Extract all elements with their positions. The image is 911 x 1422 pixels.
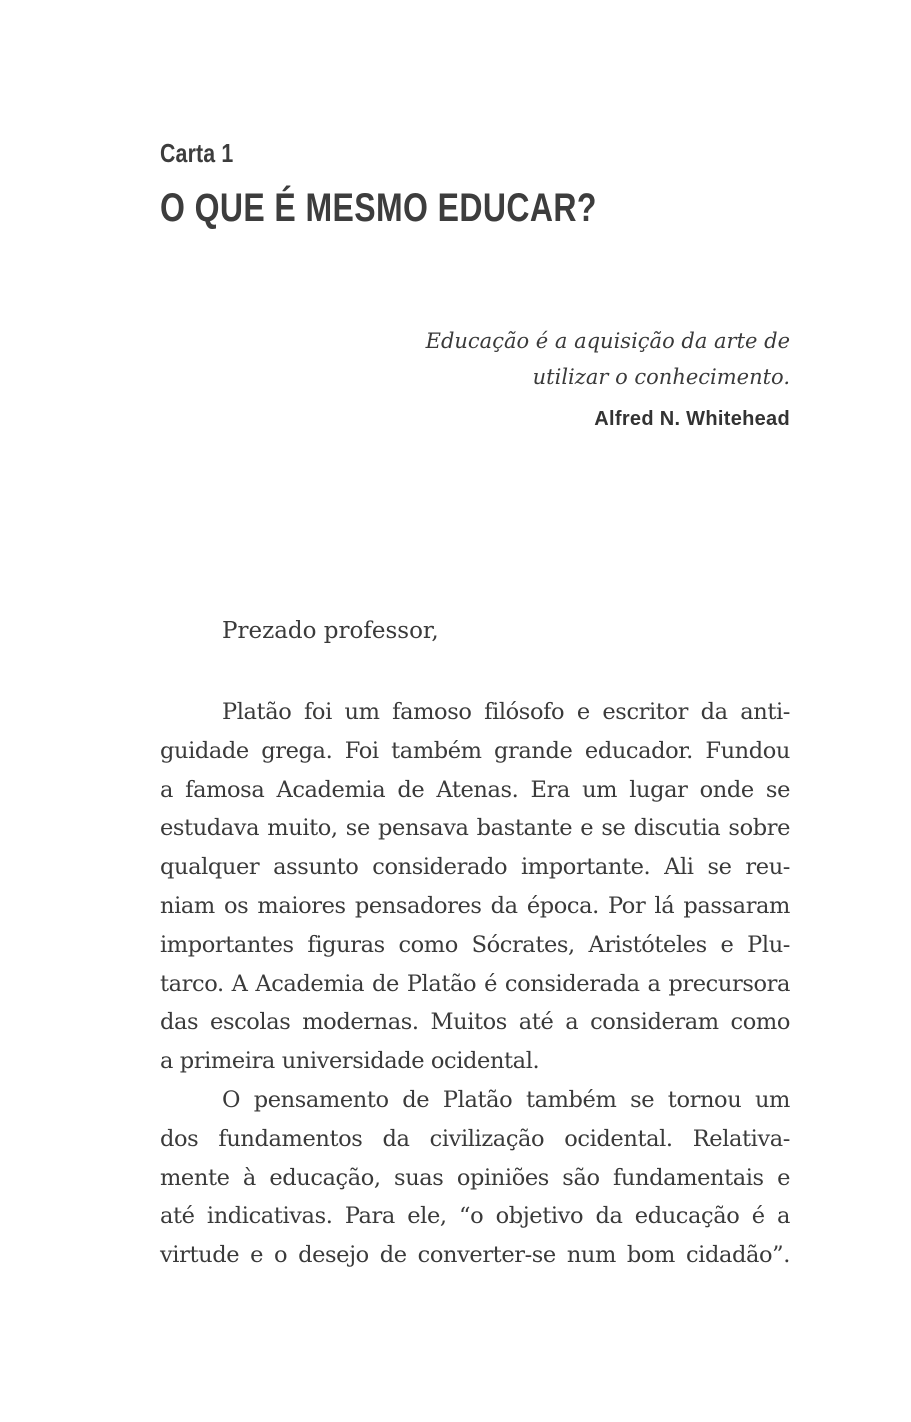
text-line: qualquer assunto considerado importante. Ali se reu-: [160, 854, 790, 881]
epigraph-line: utilizar o conhecimento.: [532, 365, 790, 389]
chapter-label: Carta 1: [160, 138, 234, 168]
text-line: guidade grega. Foi também grande educador. Fundou: [160, 737, 790, 764]
text-line: a famosa Academia de Atenas. Era um lugar onde se: [160, 776, 790, 803]
text-line: estudava muito, se pensava bastante e se discutia sobre: [160, 815, 790, 842]
text-line: virtude e o desejo de converter-se num bom cidadão”.: [160, 1242, 790, 1269]
text-line: das escolas modernas. Muitos até a consideram como: [160, 1009, 790, 1036]
text-line: até indicativas. Para ele, “o objetivo da educação é a: [160, 1203, 790, 1230]
body-text: [160, 693, 790, 1275]
paragraph: [160, 1081, 790, 1275]
epigraph: [370, 323, 790, 431]
salutation: Prezado professor,: [222, 618, 439, 644]
text-line: a primeira universidade ocidental.: [160, 1048, 540, 1075]
text-line: mente à educação, suas opiniões são fundamentais e: [160, 1164, 790, 1191]
text-line: Platão foi um famoso filósofo e escritor da anti-: [222, 699, 790, 725]
text-line: importantes figuras como Sócrates, Aristóteles e Plu-: [160, 931, 790, 958]
epigraph-line: Educação é a aquisição da arte de: [425, 329, 790, 353]
chapter-title: O QUE É MESMO EDUCAR?: [160, 186, 597, 230]
text-line: tarco. A Academia de Platão é considerada a precursora: [160, 970, 790, 997]
text-line: O pensamento de Platão também se tornou um: [222, 1086, 790, 1113]
epigraph-author: Alfred N. Whitehead: [594, 408, 790, 430]
text-line: dos fundamentos da civilização ocidental. Relativa-: [160, 1125, 790, 1152]
text-line: niam os maiores pensadores da época. Por lá passaram: [160, 892, 790, 919]
paragraph: [160, 693, 790, 1081]
